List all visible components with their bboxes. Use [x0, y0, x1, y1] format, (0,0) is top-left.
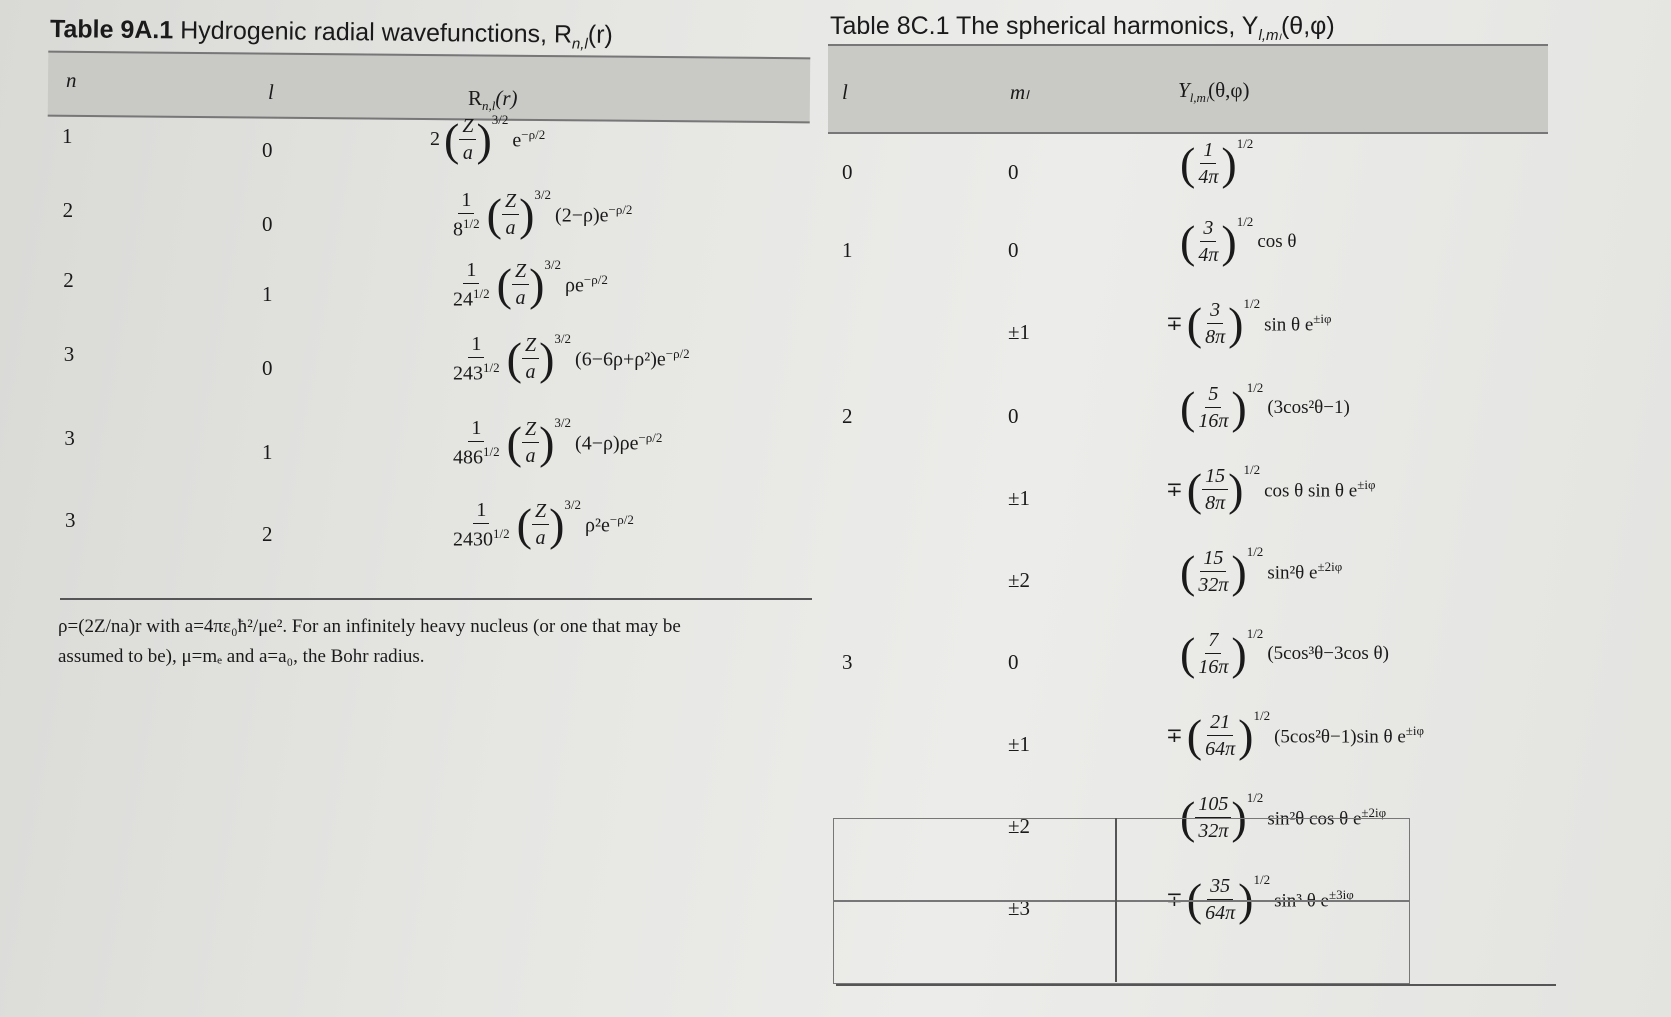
harmonics-norm-rparen: ) — [1231, 791, 1247, 843]
radial-z-over-a-lparen: ( — [506, 332, 522, 384]
harmonics-row-l: 2 — [842, 404, 853, 428]
harmonics-table-title: Table 8C.1 The spherical harmonics, $Y_{l,m_l}(\theta,\varphi)$ — [830, 12, 1335, 44]
radial-prefactor-frac-numerator: 1 — [473, 500, 489, 524]
harmonics-norm-rparen: ) — [1231, 627, 1247, 679]
harmonics-sign: ∓ — [1166, 889, 1183, 911]
harmonics-row-formula — [1166, 462, 1376, 515]
radial-z-over-a-rparen: ) — [476, 113, 492, 165]
harmonics-norm-rparen: ) — [1221, 215, 1237, 267]
harmonics-norm-exponent: 1/2 — [1236, 136, 1254, 151]
harmonics-norm-rparen: ) — [1238, 873, 1254, 925]
radial-table-footnote: ρ=(2Z/na)r with a=4πε₀ħ²/μe². For an infinitely heavy nucleus (or one that may be assumed to be), μ=mₑ and a=a₀, the Bohr radius. — [58, 616, 681, 667]
harmonics-sign: ∓ — [1166, 479, 1183, 501]
harmonics-row-ml: 0 — [1008, 238, 1019, 262]
harmonics-norm-frac-numerator: 15 — [1202, 466, 1228, 490]
header-ml: mₗ — [1010, 80, 1029, 104]
header-l: l — [268, 80, 274, 104]
radial-row-n: 3 — [65, 508, 76, 532]
radial-z-over-a-frac-numerator: Z — [522, 335, 539, 359]
harmonics-tail-exponent: ±iφ — [1313, 310, 1332, 326]
radial-z-over-a-rparen: ) — [519, 188, 535, 240]
radial-z-over-a-frac-denominator: a — [515, 287, 526, 310]
radial-tail: $e^{-\rho/2}$ — [512, 126, 546, 152]
harmonics-norm-frac-numerator: 35 — [1207, 876, 1233, 900]
radial-tail: $(2-\rho)e^{-\rho/2}$ — [555, 202, 633, 227]
harmonics-norm-rparen: ) — [1231, 545, 1247, 597]
radial-z-over-a-rparen: ) — [549, 498, 565, 550]
harmonics-norm-lparen: ( — [1180, 545, 1196, 597]
radial-tail: $\rho e^{-\rho/2}$ — [565, 272, 608, 297]
harmonics-norm-rparen: ) — [1231, 381, 1247, 433]
harmonics-row-formula — [1180, 626, 1389, 679]
radial-prefactor-frac-numerator: 1 — [468, 418, 484, 442]
harmonics-norm — [1180, 626, 1264, 679]
harmonics-tail: cos θ — [1257, 230, 1297, 252]
harmonics-norm-exponent: 1/2 — [1246, 626, 1264, 641]
harmonics-tail: (5cos²θ−1)sin θ $e^{\pm i\varphi}$ — [1274, 722, 1425, 748]
harmonics-table-bottom-rule — [836, 984, 1556, 986]
radial-z-over-a-rparen: ) — [539, 416, 555, 468]
harmonics-norm-lparen: ( — [1180, 137, 1196, 189]
harmonics-tail: sin³ θ $e^{\pm 3i\varphi}$ — [1274, 886, 1354, 912]
harmonics-tail: sin θ $e^{\pm i\varphi}$ — [1264, 310, 1332, 336]
harmonics-norm-lparen: ( — [1180, 791, 1196, 843]
radial-z-over-a-exponent: 3/2 — [554, 331, 572, 347]
radial-prefactor-frac-den-exponent: 1/2 — [463, 216, 480, 231]
harmonics-row-l: 0 — [842, 160, 853, 184]
harmonics-row-formula — [1180, 544, 1343, 597]
radial-z-over-a-frac-denominator: a — [505, 217, 516, 240]
harmonics-norm-frac — [1195, 630, 1231, 677]
harmonics-norm-lparen: ( — [1186, 297, 1203, 349]
radial-row-l: 0 — [262, 212, 273, 236]
harmonics-tail-exponent: ±2iφ — [1317, 558, 1343, 574]
harmonics-norm-frac — [1202, 712, 1238, 759]
harmonics-box-row-1 — [833, 818, 1410, 902]
harmonics-row-ml: ±2 — [1008, 814, 1031, 838]
radial-prefactor-frac-numerator: 1 — [458, 190, 474, 214]
radial-prefactor-frac-numerator: 1 — [468, 334, 484, 358]
radial-z-over-a-exponent: 3/2 — [534, 187, 552, 203]
radial-z-over-a-rparen: ) — [529, 258, 545, 310]
radial-row-formula — [450, 331, 690, 385]
radial-z-over-a-lparen: ( — [516, 498, 532, 550]
harmonics-tail: cos θ sin θ $e^{\pm i\varphi}$ — [1264, 476, 1376, 502]
radial-z-over-a — [516, 497, 582, 550]
radial-prefactor-frac-denominator: $24^{1/2}$ — [453, 286, 490, 311]
radial-prefactor-frac-denominator: $243^{1/2}$ — [453, 360, 500, 385]
harmonics-box-row-2 — [833, 900, 1410, 984]
radial-z-over-a-frac-denominator: a — [525, 361, 536, 384]
harmonics-row-formula — [1166, 708, 1425, 761]
radial-z-over-a-exponent: 3/2 — [491, 112, 509, 127]
harmonics-norm-frac-denominator: 32π — [1198, 820, 1229, 842]
harmonics-norm-lparen: ( — [1186, 873, 1203, 925]
harmonics-tail-exponent: ±3iφ — [1328, 886, 1354, 902]
harmonics-norm-frac-denominator: 4π — [1198, 166, 1219, 188]
radial-row-l: 1 — [262, 282, 273, 306]
harmonics-row-ml: ±3 — [1008, 896, 1031, 920]
harmonics-norm-frac — [1195, 384, 1231, 431]
harmonics-norm-rparen: ) — [1228, 463, 1244, 515]
radial-z-over-a-exponent: 3/2 — [544, 257, 562, 273]
harmonics-norm-frac-denominator: 64π — [1205, 738, 1236, 760]
radial-z-over-a-frac — [459, 116, 476, 163]
harmonics-norm — [1180, 214, 1254, 267]
harmonics-norm — [1186, 708, 1271, 761]
radial-z-over-a-frac-numerator: Z — [522, 419, 539, 443]
radial-z-over-a-exponent: 3/2 — [554, 415, 572, 431]
radial-z-over-a-lparen: ( — [486, 188, 502, 240]
harmonics-norm-frac-denominator: 32π — [1198, 574, 1229, 596]
radial-prefactor-frac-denominator: $2430^{1/2}$ — [453, 526, 510, 551]
radial-tail: $(4-\rho)\rho e^{-\rho/2}$ — [575, 430, 663, 455]
harmonics-tail: sin²θ cos θ $e^{\pm 2i\varphi}$ — [1267, 804, 1387, 830]
radial-tail-exponent: −ρ/2 — [521, 126, 546, 142]
radial-prefactor-frac-denominator: $8^{1/2}$ — [453, 216, 480, 241]
harmonics-norm-exponent: 1/2 — [1246, 544, 1264, 559]
radial-z-over-a — [496, 257, 562, 310]
harmonics-norm-frac-denominator: 16π — [1198, 410, 1229, 432]
radial-tail: $\rho^2e^{-\rho/2}$ — [585, 512, 634, 537]
radial-prefactor-frac — [450, 418, 503, 468]
harmonics-norm-frac-denominator: 8π — [1205, 326, 1226, 348]
harmonics-norm-exponent: 1/2 — [1253, 708, 1271, 723]
radial-table-bottom-rule — [60, 598, 812, 600]
radial-z-over-a-frac-numerator: Z — [532, 501, 549, 525]
harmonics-norm-exponent: 1/2 — [1246, 380, 1264, 395]
harmonics-norm-frac-numerator: 5 — [1205, 384, 1221, 408]
harmonics-norm — [1186, 296, 1261, 349]
harmonics-norm-frac — [1195, 548, 1231, 595]
harmonics-norm-frac-numerator: 15 — [1200, 548, 1226, 572]
harmonics-norm-lparen: ( — [1186, 463, 1203, 515]
radial-z-over-a-exponent: 3/2 — [564, 497, 582, 513]
harmonics-sign: ∓ — [1166, 725, 1183, 747]
radial-z-over-a — [506, 415, 572, 468]
radial-prefactor-frac — [450, 500, 513, 550]
harmonics-row-l: 1 — [842, 238, 853, 262]
radial-z-over-a-frac — [532, 501, 549, 548]
radial-row-n: 2 — [62, 198, 74, 222]
harmonics-norm-frac-numerator: 21 — [1207, 712, 1233, 736]
radial-row-l: 0 — [262, 356, 273, 380]
radial-row-formula — [450, 415, 663, 469]
radial-z-over-a-lparen: ( — [444, 113, 460, 165]
radial-z-over-a-frac — [522, 419, 539, 466]
harmonics-row-ml: ±1 — [1008, 320, 1031, 344]
radial-row-formula — [450, 257, 608, 311]
radial-table-title: Table 9A.1 Hydrogenic radial wavefunctions, $R_{n,l}(r)$ — [49, 15, 613, 53]
radial-z-over-a-frac — [522, 335, 539, 382]
harmonics-norm-frac-numerator: 105 — [1195, 794, 1231, 818]
radial-z-over-a — [486, 187, 552, 240]
harmonics-sign: ∓ — [1166, 313, 1183, 335]
radial-row-n: 3 — [64, 426, 75, 450]
radial-z-over-a-frac-numerator: Z — [502, 191, 519, 215]
radial-row-n: 2 — [63, 268, 74, 292]
radial-tail-exponent: −ρ/2 — [608, 202, 633, 217]
harmonics-norm-frac — [1195, 140, 1221, 187]
harmonics-norm-frac — [1202, 300, 1228, 347]
harmonics-norm — [1180, 544, 1264, 597]
radial-tail-exponent: −ρ/2 — [583, 272, 608, 287]
radial-prefactor-frac-den-exponent: 1/2 — [473, 286, 490, 301]
harmonics-norm — [1180, 136, 1254, 189]
harmonics-norm-rparen: ) — [1238, 709, 1254, 761]
harmonics-row-ml: 0 — [1008, 404, 1019, 428]
radial-row-l: 0 — [262, 138, 273, 162]
harmonics-tail: (5cos³θ−3cos θ) — [1267, 642, 1389, 664]
harmonics-norm-exponent: 1/2 — [1253, 872, 1271, 887]
harmonics-norm-frac-denominator: 4π — [1198, 244, 1219, 266]
radial-tail-exponent: −ρ/2 — [638, 430, 663, 445]
harmonics-norm-exponent: 1/2 — [1243, 462, 1261, 477]
harmonics-row-ml: 0 — [1008, 650, 1019, 674]
harmonics-box-divider — [1115, 818, 1117, 982]
harmonics-norm-exponent: 1/2 — [1236, 214, 1254, 229]
header-n: n — [66, 68, 77, 92]
harmonics-row-formula — [1166, 296, 1332, 349]
radial-tail: $(6-6\rho+\rho^2)e^{-\rho/2}$ — [575, 346, 690, 371]
radial-row-l: 1 — [262, 440, 273, 464]
harmonics-norm-frac-numerator: 3 — [1200, 218, 1216, 242]
harmonics-norm-exponent: 1/2 — [1243, 296, 1261, 311]
harmonics-row-ml: ±1 — [1008, 732, 1031, 756]
radial-tail-exponent: −ρ/2 — [665, 346, 690, 361]
radial-z-over-a-frac-denominator: a — [525, 445, 536, 468]
harmonics-row-ml: ±1 — [1008, 486, 1031, 510]
harmonics-norm-frac-numerator: 3 — [1207, 300, 1223, 324]
harmonics-row-formula — [1180, 136, 1254, 189]
harmonics-norm-frac-numerator: 7 — [1205, 630, 1221, 654]
radial-prefactor-frac-den-exponent: 1/2 — [483, 360, 500, 375]
radial-z-over-a-lparen: ( — [506, 416, 522, 468]
radial-row-n: 1 — [62, 124, 73, 148]
harmonics-norm-frac-denominator: 8π — [1205, 492, 1226, 514]
radial-table-header — [48, 51, 811, 124]
harmonics-norm-rparen: ) — [1228, 297, 1244, 349]
harmonics-norm-exponent: 1/2 — [1246, 790, 1264, 805]
radial-z-over-a-frac-numerator: Z — [459, 116, 476, 140]
harmonics-norm-frac-denominator: 16π — [1198, 656, 1229, 678]
harmonics-tail: sin²θ $e^{\pm 2i\varphi}$ — [1267, 558, 1343, 584]
harmonics-row-ml: ±2 — [1008, 568, 1031, 592]
radial-prefactor: 2 — [430, 128, 440, 150]
radial-row-formula — [450, 187, 633, 241]
harmonics-norm-lparen: ( — [1186, 709, 1203, 761]
harmonics-norm — [1186, 462, 1261, 515]
harmonics-tail-exponent: ±2iφ — [1361, 804, 1387, 820]
harmonics-tail-exponent: ±iφ — [1357, 476, 1376, 492]
harmonics-norm-frac-numerator: 1 — [1200, 140, 1216, 164]
harmonics-norm-lparen: ( — [1180, 381, 1196, 433]
radial-prefactor-frac-den-exponent: 1/2 — [493, 526, 510, 541]
radial-prefactor-frac — [450, 260, 493, 310]
radial-z-over-a-rparen: ) — [539, 332, 555, 384]
harmonics-row-ml: 0 — [1008, 160, 1019, 184]
radial-row-formula — [450, 497, 634, 551]
radial-z-over-a — [444, 112, 509, 165]
harmonics-norm-frac — [1202, 466, 1228, 513]
harmonics-tail-exponent: ±iφ — [1405, 722, 1425, 738]
radial-row-l: 2 — [262, 522, 273, 546]
radial-z-over-a-frac — [512, 261, 529, 308]
harmonics-norm-frac-denominator: 64π — [1205, 902, 1236, 924]
radial-z-over-a-lparen: ( — [496, 258, 512, 310]
harmonics-norm-rparen: ) — [1221, 137, 1237, 189]
harmonics-norm-frac — [1195, 218, 1221, 265]
radial-z-over-a-frac-denominator: a — [535, 527, 546, 550]
harmonics-row-formula — [1180, 214, 1297, 267]
harmonics-tail: (3cos²θ−1) — [1267, 396, 1350, 418]
radial-row-formula — [430, 112, 546, 165]
header-ylm: $Y_{l,m_l}(\theta,\varphi)$ — [1178, 78, 1250, 106]
radial-z-over-a — [506, 331, 572, 384]
harmonics-row-l: 3 — [842, 650, 853, 674]
harmonics-norm — [1180, 380, 1264, 433]
header-rnl: $R_{n,l}(r)$ — [468, 86, 518, 114]
radial-z-over-a-frac-denominator: a — [462, 142, 473, 164]
radial-row-n: 3 — [63, 342, 75, 366]
radial-prefactor-frac-den-exponent: 1/2 — [483, 444, 500, 459]
radial-z-over-a-frac-numerator: Z — [512, 261, 529, 285]
radial-prefactor-frac — [450, 334, 503, 384]
radial-prefactor-frac — [450, 190, 483, 240]
harmonics-norm-lparen: ( — [1180, 215, 1196, 267]
radial-z-over-a-frac — [502, 191, 519, 238]
radial-prefactor-frac-denominator: $486^{1/2}$ — [453, 444, 500, 469]
radial-prefactor-frac-numerator: 1 — [463, 260, 479, 284]
harmonics-row-formula — [1180, 380, 1350, 433]
harmonics-norm-lparen: ( — [1180, 627, 1196, 679]
radial-tail-exponent: −ρ/2 — [609, 512, 634, 527]
header-l2: l — [842, 80, 848, 104]
